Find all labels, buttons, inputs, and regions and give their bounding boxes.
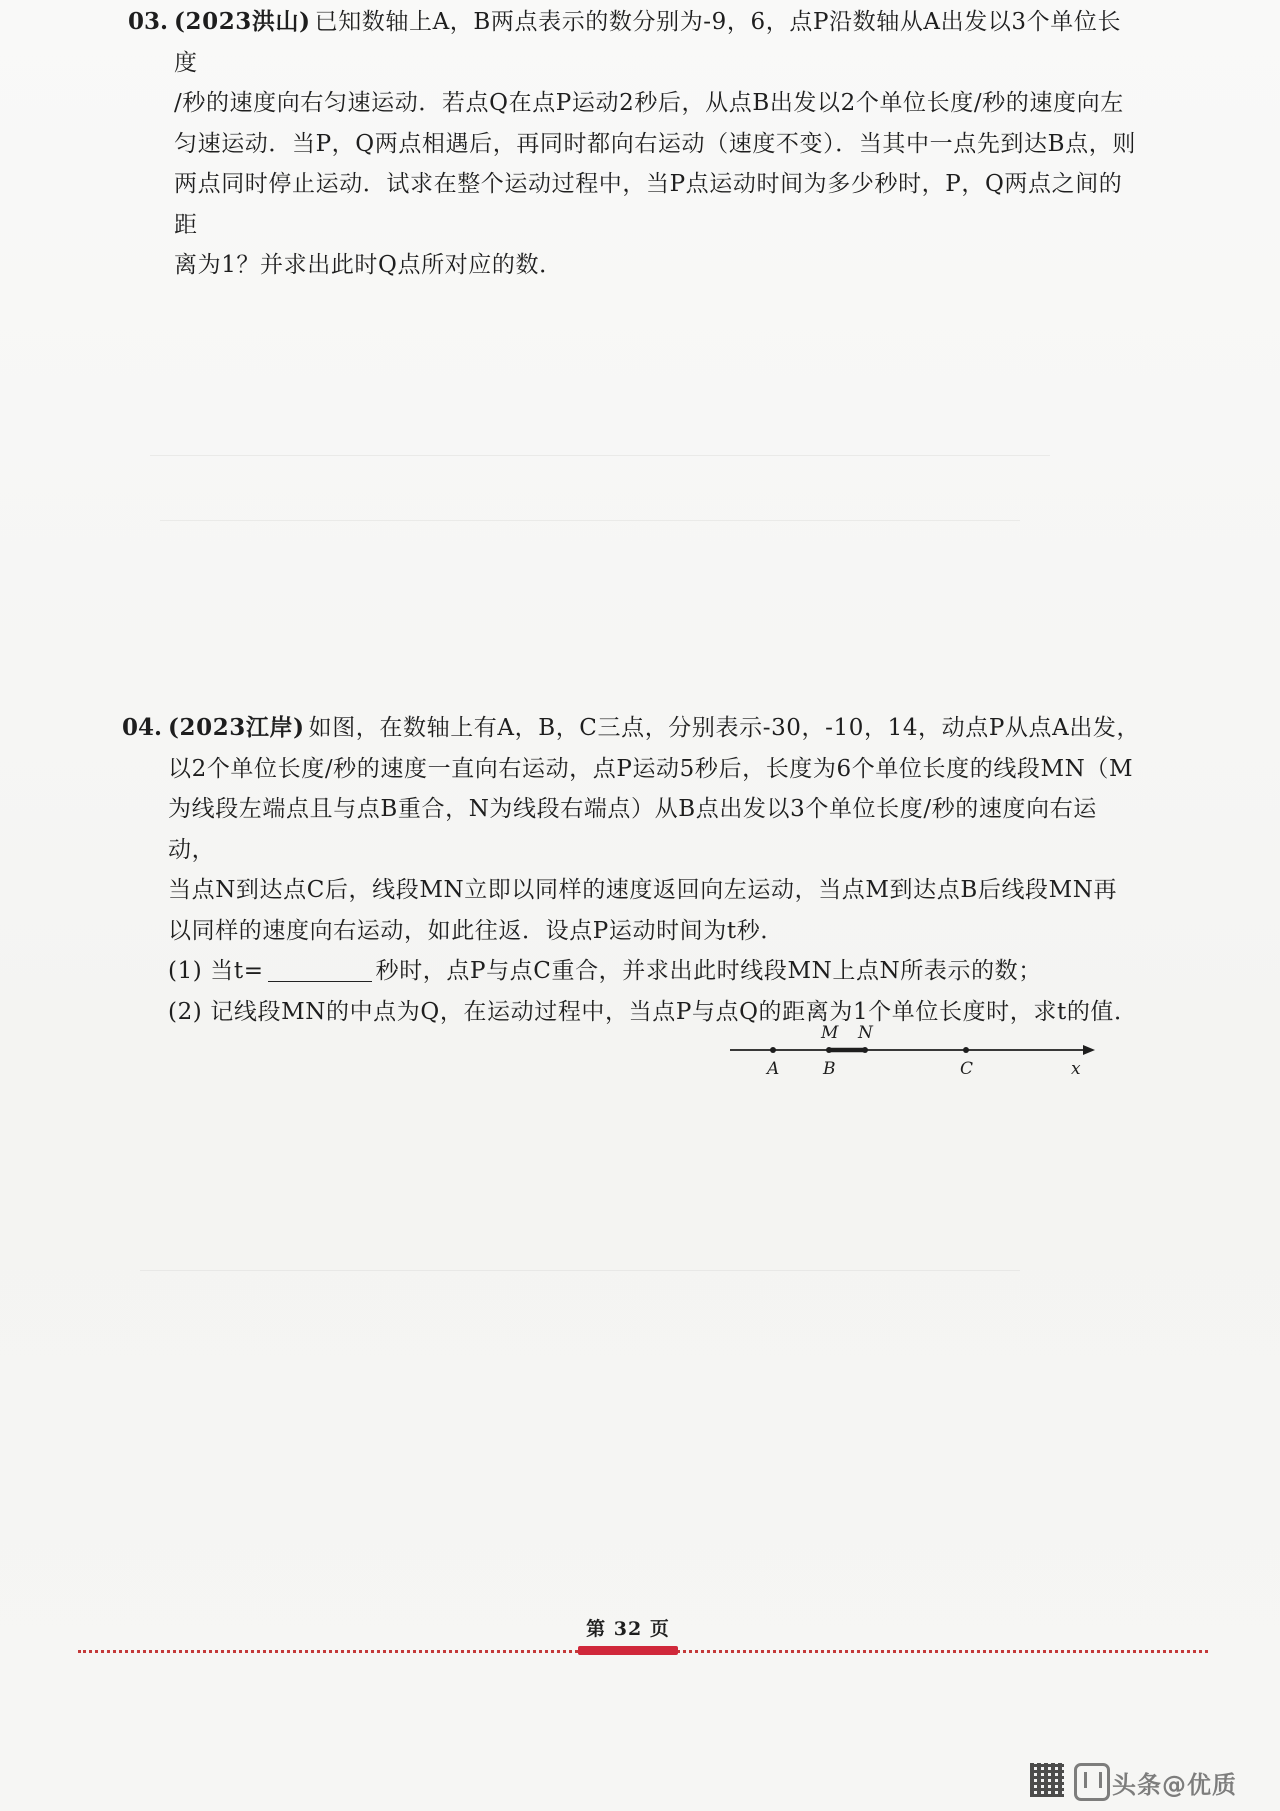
footer-accent-bar: [578, 1646, 678, 1655]
problem-text-line: 离为1？并求出此时Q点所对应的数．: [174, 252, 563, 278]
problem-number: 04.: [122, 714, 163, 741]
number-line-figure: [725, 1010, 1105, 1090]
point-n: [862, 1047, 868, 1053]
label-a: A: [767, 1059, 780, 1079]
question-1: [122, 951, 1142, 992]
problem-source: (2023江岸): [168, 714, 305, 741]
watermark-text: 头条@优质: [1112, 1771, 1237, 1799]
problem-text-line: 为线段左端点且与点B重合，N为线段右端点）从B点出发以3个单位长度/秒的速度向右运动，: [168, 796, 1097, 863]
page-number: 第 32 页: [586, 1618, 670, 1640]
problem-text-line: 如图，在数轴上有A，B，C三点，分别表示-30，-10，14，动点P从点A出发，: [308, 715, 1141, 741]
point-a: [770, 1047, 776, 1053]
point-c: [963, 1047, 969, 1053]
label-x: x: [1071, 1059, 1081, 1079]
problem-text-line: 以2个单位长度/秒的速度一直向右运动，点P运动5秒后，长度为6个单位长度的线段MN（M: [168, 755, 1134, 782]
problem-number: 03.: [128, 8, 169, 35]
problem-04: [122, 708, 1142, 1032]
problem-text-line: 以同样的速度向右运动，如此往返．设点P运动时间为t秒．: [168, 917, 784, 944]
problem-text-line: 匀速运动．当P，Q两点相遇后，再同时都向右运动（速度不变）．当其中一点先到达B点，则: [174, 130, 1136, 157]
problem-text-line: 已知数轴上A，B两点表示的数分别为-9，6，点P沿数轴从A出发以3个单位长度: [174, 9, 1122, 76]
point-b: [826, 1047, 832, 1053]
question-1-suffix: 秒时，点P与点C重合，并求出此时线段MN上点N所表示的数；: [375, 958, 1042, 984]
label-n: N: [858, 1023, 873, 1043]
watermark: [1030, 1755, 1280, 1811]
problem-text-line: 两点同时停止运动．试求在整个运动过程中，当P点运动时间为多少秒时，P，Q两点之间的距: [174, 171, 1123, 238]
show-through-line: [160, 520, 1020, 521]
answer-blank: [268, 959, 372, 982]
label-c: C: [960, 1059, 974, 1079]
platform-logo-icon: [1074, 1763, 1110, 1801]
show-through-line: [140, 1270, 1020, 1271]
axis-arrow: [1083, 1045, 1095, 1055]
label-m: M: [821, 1023, 839, 1043]
qr-code-icon: [1030, 1763, 1064, 1797]
problem-source: (2023洪山): [174, 8, 311, 35]
problem-text-line: 当点N到达点C后，线段MN立即以同样的速度返回向左运动，当点M到达点B后线段MN再: [168, 877, 1118, 903]
problem-03: [128, 2, 1138, 286]
question-1-prefix: (1) 当t=: [168, 958, 264, 984]
question-2: (2) 记线段MN的中点为Q，在运动过程中，当点P与点Q的距离为1个单位长度时，求t的值．: [168, 998, 1138, 1025]
label-b: B: [823, 1059, 836, 1079]
show-through-line: [150, 455, 1050, 456]
problem-text-line: /秒的速度向右匀速运动．若点Q在点P运动2秒后，从点B出发以2个单位长度/秒的速度向左: [174, 90, 1124, 116]
